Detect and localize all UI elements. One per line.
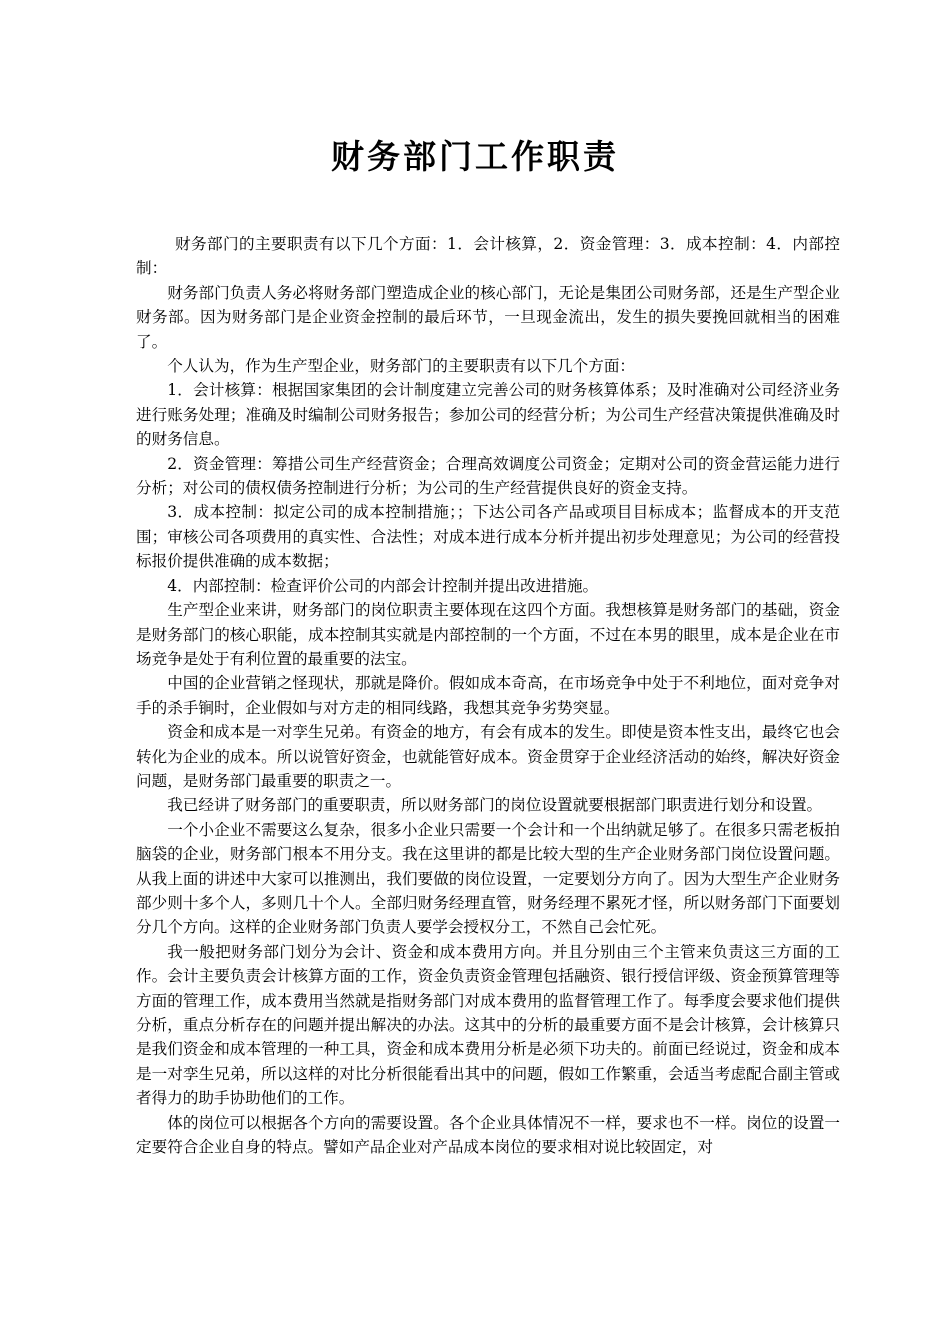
paragraph: 一个小企业不需要这么复杂，很多小企业只需要一个会计和一个出纳就足够了。在很多只需老板拍脑袋的企业，财务部门根本不用分支。我在这里讲的都是比较大型的生产企业财务部门岗位设置问题。从我上面的讲述中大家可以推测出，我们要做的岗位设置，一定要划分方向了。因为大型生产企业财务部少则十多个人，多则几十个人。全部归财务经理直管，财务经理不累死才怪，所以财务部门下面要划分几个方向。这样的企业财务部门负责人要学会授权分工，不然自己会忙死。 [136,820,840,937]
paragraph: 财务部门的主要职责有以下几个方面：1．会计核算，2．资金管理：3．成本控制：4．内部控制： [136,235,840,278]
paragraph: 中国的企业营销之怪现状，那就是降价。假如成本奇高，在市场竞争中处于不利地位，面对竞争对手的杀手锏时，企业假如与对方走的相同线路，我想其竞争劣势突显。 [136,674,840,717]
paragraph: 3．成本控制：拟定公司的成本控制措施；；下达公司各产品或项目目标成本；监督成本的开支范围；审核公司各项费用的真实性、合法性；对成本进行成本分析并提出初步处理意见；为公司的经营投标报价提供准确的成本数据； [136,503,840,571]
paragraph: 个人认为，作为生产型企业，财务部门的主要职责有以下几个方面： [167,357,636,376]
document-title: 财务部门工作职责 [331,137,619,176]
paragraph: 资金和成本是一对孪生兄弟。有资金的地方，有会有成本的发生。即使是资本性支出，最终它也会转化为企业的成本。所以说管好资金，也就能管好成本。资金贯穿于企业经济活动的始终，解决好资金问题，是财务部门最重要的职责之一。 [136,723,840,790]
paragraph: 体的岗位可以根据各个方向的需要设置。各个企业具体情况不一样，要求也不一样。岗位的设置一定要符合企业自身的特点。譬如产品企业对产品成本岗位的要求相对说比较固定，对 [136,1113,840,1157]
paragraph: 我一般把财务部门划分为会计、资金和成本费用方向。并且分别由三个主管来负责这三方面的工作。会计主要负责会计核算方面的工作，资金负责资金管理包括融资、银行授信评级、资金预算管理等方面的管理工作，成本费用当然就是指财务部门对成本费用的监督管理工作了。每季度会要求他们提供分析，重点分析存在的问题并提出解决的办法。这其中的分析的最重要方面不是会计核算，会计核算只是我们资金和成本管理的一种工具，资金和成本费用分析是必须下功夫的。前面已经说过，资金和成本是一对孪生兄弟，所以这样的对比分析很能看出其中的问题，假如工作繁重，会适当考虑配合副主管或者得力的助手协助他们的工作。 [136,942,840,1108]
document-body [136,232,840,1159]
paragraph: 生产型企业来讲，财务部门的岗位职责主要体现在这四个方面。我想核算是财务部门的基础，资金是财务部门的核心职能，成本控制其实就是内部控制的一个方面，不过在本男的眼里，成本是企业在市场竞争是处于有利位置的最重要的法宝。 [136,601,840,668]
paragraph: 4．内部控制：检查评价公司的内部会计控制并提出改进措施。 [167,576,599,595]
paragraph: 财务部门负责人务必将财务部门塑造成企业的核心部门，无论是集团公司财务部，还是生产型企业财务部。因为财务部门是企业资金控制的最后环节，一旦现金流出，发生的损失要挽回就相当的困难了。 [136,283,840,351]
paragraph: 我已经讲了财务部门的重要职责，所以财务部门的岗位设置就要根据部门职责进行划分和设置。 [167,796,823,815]
paragraph: 1．会计核算：根据国家集团的会计制度建立完善公司的财务核算体系；及时准确对公司经济业务进行账务处理；准确及时编制公司财务报告；参加公司的经营分析；为公司生产经营决策提供准确及时的财务信息。 [136,381,840,449]
paragraph: 2．资金管理：筹措公司生产经营资金；合理高效调度公司资金；定期对公司的资金营运能力进行分析；对公司的债权债务控制进行分析；为公司的生产经营提供良好的资金支持。 [136,454,840,498]
